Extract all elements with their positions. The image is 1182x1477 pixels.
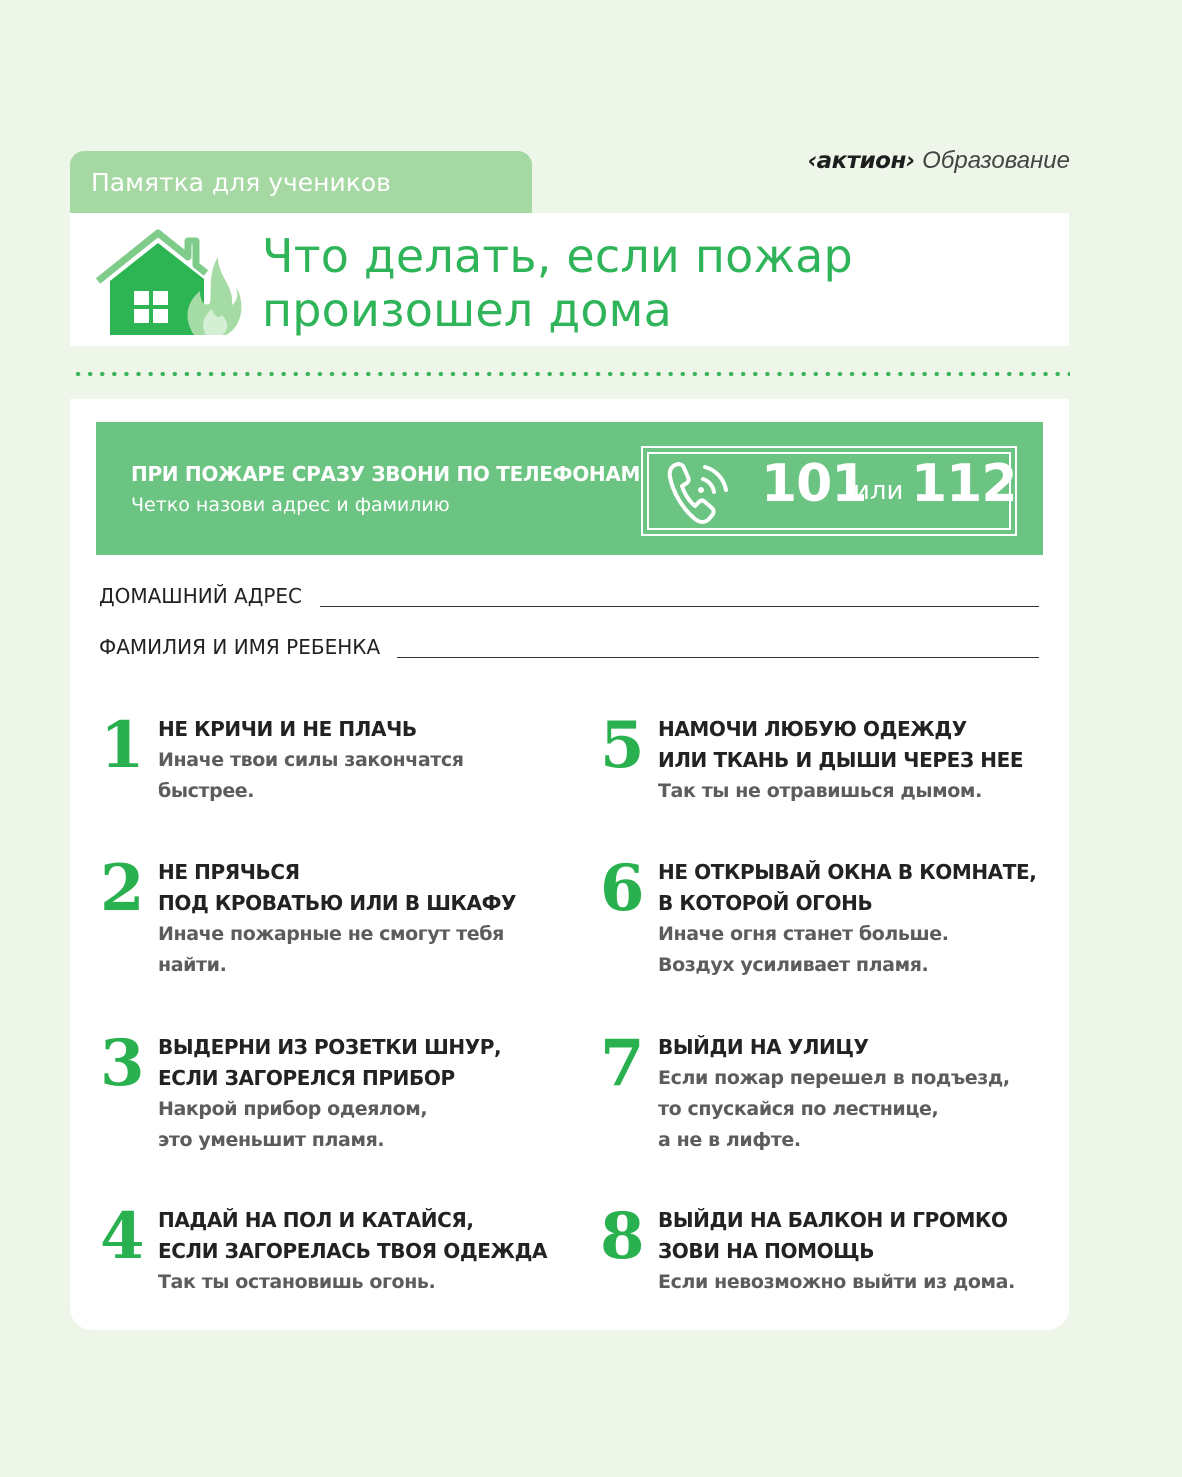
step-heading-line: ПОД КРОВАТЬЮ ИЛИ В ШКАФУ <box>158 891 517 915</box>
step-description <box>158 745 464 807</box>
step-heading <box>658 1205 1015 1298</box>
step-heading <box>658 1032 1010 1156</box>
step-heading-line: ЗОВИ НА ПОМОЩЬ <box>658 1239 875 1263</box>
address-field-line[interactable] <box>320 606 1039 607</box>
step-heading-line: НЕ КРИЧИ И НЕ ПЛАЧЬ <box>158 717 417 741</box>
burning-house-icon <box>96 229 242 339</box>
call-subtitle: Четко назови адрес и фамилию <box>131 494 450 516</box>
step-description-line: Иначе твои силы закончатся <box>158 749 464 771</box>
step-heading-line: ИЛИ ТКАНЬ И ДЫШИ ЧЕРЕЗ НЕЕ <box>658 748 1024 772</box>
name-field-label: ФАМИЛИЯ И ИМЯ РЕБЕНКА <box>99 635 381 659</box>
instructions-card <box>70 399 1069 1330</box>
step-description <box>658 1267 1015 1298</box>
page-title <box>262 229 853 337</box>
step-number: 1 <box>100 708 145 783</box>
step-heading-line: НАМОЧИ ЛЮБУЮ ОДЕЖДУ <box>658 717 967 741</box>
step-heading-line: ПАДАЙ НА ПОЛ И КАТАЙСЯ, <box>158 1208 474 1232</box>
memo-tag: Памятка для учеников <box>70 151 532 213</box>
emergency-number-101: 101 <box>761 454 867 514</box>
step-heading <box>158 1205 547 1298</box>
step-description-line: Иначе пожарные не смогут тебя <box>158 923 504 945</box>
address-field-label: ДОМАШНИЙ АДРЕС <box>99 584 302 608</box>
phone-ringing-icon <box>665 457 733 525</box>
step-heading <box>658 714 1023 807</box>
step-description-line: быстрее. <box>158 780 255 802</box>
step-description-line: Воздух усиливает пламя. <box>658 954 929 976</box>
emergency-number-112: 112 <box>911 454 1017 514</box>
step-number: 8 <box>600 1199 645 1274</box>
step-number: 5 <box>600 708 645 783</box>
step-number: 7 <box>600 1026 645 1101</box>
step-number: 6 <box>600 851 645 926</box>
step-description-line: Накрой прибор одеялом, <box>158 1098 428 1120</box>
step-description <box>158 1267 547 1298</box>
step-description-line: найти. <box>158 954 227 976</box>
step-description <box>158 919 516 981</box>
step-number: 3 <box>100 1026 145 1101</box>
step-description <box>658 919 1036 981</box>
step-description <box>658 1063 1010 1156</box>
step-heading-line: ВЫЙДИ НА БАЛКОН И ГРОМКО <box>658 1208 1008 1232</box>
brand-logo <box>808 147 1070 175</box>
brand-mark: ‹актион› <box>807 148 915 174</box>
step-heading-line: ЕСЛИ ЗАГОРЕЛАСЬ ТВОЯ ОДЕЖДА <box>158 1239 548 1263</box>
step-description-line: Так ты остановишь огонь. <box>158 1271 436 1293</box>
step-description-line: это уменьшит пламя. <box>158 1129 385 1151</box>
numbers-or-label: или <box>853 476 904 506</box>
step-heading <box>158 1032 501 1156</box>
step-heading <box>158 857 516 981</box>
step-heading-line: ЕСЛИ ЗАГОРЕЛСЯ ПРИБОР <box>158 1066 455 1090</box>
step-heading <box>658 857 1036 981</box>
title-band <box>70 213 1069 346</box>
step-description-line: Иначе огня станет больше. <box>658 923 949 945</box>
title-line-1: Что делать, если пожар <box>262 229 853 283</box>
step-heading-line: ВЫДЕРНИ ИЗ РОЗЕТКИ ШНУР, <box>158 1035 502 1059</box>
step-description-line: а не в лифте. <box>658 1129 801 1151</box>
step-heading <box>158 714 464 807</box>
call-title: ПРИ ПОЖАРЕ СРАЗУ ЗВОНИ ПО ТЕЛЕФОНАМ <box>131 462 641 486</box>
step-number: 2 <box>100 851 145 926</box>
step-heading-line: ВЫЙДИ НА УЛИЦУ <box>658 1035 869 1059</box>
step-heading-line: В КОТОРОЙ ОГОНЬ <box>658 891 873 915</box>
title-line-2: произошел дома <box>262 283 672 337</box>
step-description-line: то спускайся по лестнице, <box>658 1098 939 1120</box>
dotted-divider <box>72 371 1070 377</box>
emergency-call-banner <box>96 422 1043 555</box>
step-description <box>658 776 1023 807</box>
step-description <box>158 1094 501 1156</box>
phone-numbers-box <box>641 446 1017 536</box>
step-description-line: Если пожар перешел в подъезд, <box>658 1067 1010 1089</box>
brand-text: Образование <box>922 147 1070 174</box>
step-heading-line: НЕ ОТКРЫВАЙ ОКНА В КОМНАТЕ, <box>658 860 1037 884</box>
step-description-line: Если невозможно выйти из дома. <box>658 1271 1015 1293</box>
step-number: 4 <box>100 1199 145 1274</box>
step-description-line: Так ты не отравишься дымом. <box>658 780 982 802</box>
step-heading-line: НЕ ПРЯЧЬСЯ <box>158 860 300 884</box>
name-field-line[interactable] <box>397 657 1039 658</box>
